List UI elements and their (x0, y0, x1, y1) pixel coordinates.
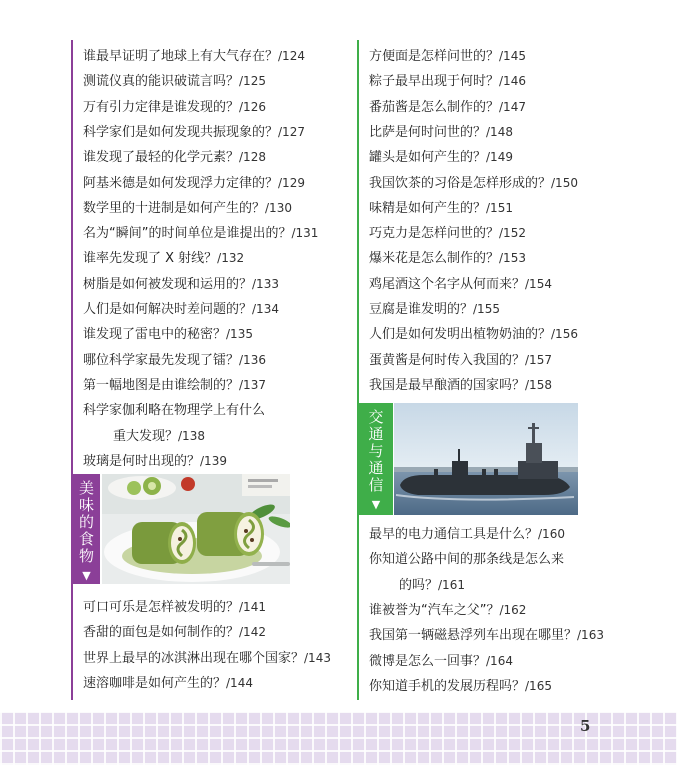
toc-entry-page: /138 (178, 428, 205, 443)
toc-entry-title: 你知道手机的发展历程吗？ (369, 678, 526, 694)
toc-entry-title: 可口可乐是怎样被发明的？ (83, 600, 240, 615)
traffic-tab-char: 通 (368, 425, 384, 443)
toc-entry (83, 250, 244, 267)
toc-entry (83, 225, 318, 242)
toc-entry-page: /127 (278, 124, 305, 139)
toc-entry-title: 微博是怎么一回事？ (369, 653, 487, 669)
toc-entry-title: 爆米花是怎么制作的？ (369, 251, 500, 267)
toc-entry (399, 577, 465, 594)
toc-entry-title: 粽子最早出现于何时？ (369, 74, 500, 90)
toc-entry (369, 526, 565, 543)
toc-entry-title: 谁被誉为“汽车之父”？ (369, 602, 500, 618)
toc-entry-title: 我国第一辆磁悬浮列车出现在哪里？ (369, 628, 578, 644)
toc-entry (369, 99, 526, 116)
toc-entry-title: 豆腐是谁发明的？ (369, 302, 474, 317)
page-number: 5 (580, 717, 591, 735)
toc-entry-title: 重大发现？ (113, 428, 179, 444)
food-tab-char: 食 (78, 530, 94, 548)
toc-entry-page: /148 (486, 124, 513, 139)
toc-entry-title: 人们是如何解决时差问题的？ (83, 302, 253, 317)
toc-entry-page: /147 (499, 99, 526, 114)
toc-entry (369, 377, 552, 394)
toc-entry (369, 326, 578, 343)
toc-entry (83, 175, 305, 192)
toc-entry-title: 谁率先发现了 X 射线？ (83, 251, 218, 267)
toc-entry-page: /137 (239, 377, 266, 392)
toc-entry-title: 速溶咖啡是如何产生的？ (83, 675, 227, 691)
toc-entry-title: 谁发现了雷电中的秘密？ (83, 327, 227, 343)
toc-entry-page: /132 (217, 251, 245, 266)
toc-entry (83, 326, 253, 343)
toc-entry (369, 200, 513, 217)
toc-entry-page: /145 (499, 49, 526, 63)
toc-entry-page: /124 (278, 49, 305, 63)
toc-entry-title: 阿基米德是如何发现浮力定律的？ (83, 175, 279, 191)
toc-entry-page: /149 (486, 150, 513, 165)
toc-entry-page: /160 (538, 527, 565, 541)
toc-entry-title: 树脂是如何被发现和运用的？ (83, 276, 253, 292)
food-tab-char: 美 (78, 479, 94, 497)
toc-entry-page: /141 (239, 600, 266, 614)
toc-entry (83, 624, 266, 641)
toc-entry-title: 香甜的面包是如何制作的？ (83, 625, 240, 641)
footer-grid-band (0, 712, 677, 765)
toc-entry (369, 48, 526, 65)
toc-entry-page: /158 (525, 377, 552, 392)
food-tab-char: 味 (78, 496, 94, 514)
toc-entry (369, 276, 552, 293)
toc-entry-page: /165 (525, 678, 552, 693)
traffic-tab-char: 信 (368, 476, 384, 494)
toc-entry-page: /129 (278, 175, 305, 190)
submarine-illustration (394, 403, 578, 515)
toc-entry (83, 124, 305, 141)
toc-entry-title: 玻璃是何时出现的？ (83, 453, 201, 469)
toc-entry-page: /161 (438, 577, 465, 592)
matcha-cake-photo (102, 474, 290, 584)
left-column-rule (71, 40, 73, 700)
toc-entry (369, 124, 513, 141)
toc-entry-title: 方便面是怎样问世的？ (369, 49, 500, 64)
toc-entry (369, 678, 552, 695)
toc-entry-page: /157 (525, 352, 552, 367)
toc-entry-title: 人们是如何发明出植物奶油的？ (369, 327, 552, 343)
toc-entry-page: /128 (239, 150, 266, 165)
toc-entry (83, 48, 305, 65)
submarine-photo (394, 403, 578, 515)
toc-entry-title: 名为“瞬间”的时间单位是谁提出的？ (83, 226, 292, 242)
toc-entry (369, 149, 513, 166)
toc-entry (83, 599, 266, 616)
toc-entry (83, 675, 253, 692)
toc-entry (83, 149, 266, 166)
toc-entry-page: /125 (239, 74, 266, 89)
toc-entry-page: /134 (252, 302, 279, 316)
toc-entry-page: /153 (499, 251, 526, 266)
toc-entry-title: 最早的电力通信工具是什么？ (369, 527, 539, 542)
toc-entry-title: 你知道公路中间的那条线是怎么来 (369, 552, 565, 568)
toc-entry-title: 哪位科学家最先发现了镭？ (83, 352, 240, 368)
toc-entry (369, 301, 500, 318)
toc-entry-title: 巧克力是怎样问世的？ (369, 226, 500, 242)
toc-entry-page: /142 (239, 625, 266, 640)
toc-entry (83, 402, 265, 419)
toc-entry-title: 世界上最早的冰淇淋出现在哪个国家？ (83, 650, 305, 666)
toc-entry-title: 万有引力定律是谁发现的？ (83, 99, 240, 115)
food-section-tab (73, 474, 100, 584)
toc-entry-page: /143 (304, 650, 331, 665)
toc-entry-page: /155 (473, 302, 500, 316)
right-column-rule (357, 40, 359, 700)
traffic-section-tab (359, 403, 393, 515)
toc-entry-page: /146 (499, 74, 526, 89)
down-triangle-icon: ▼ (371, 498, 381, 511)
down-triangle-icon: ▼ (82, 569, 91, 582)
toc-entry-page: /136 (239, 352, 266, 367)
toc-entry-page: /144 (226, 675, 253, 690)
toc-entry (369, 602, 526, 619)
toc-entry-page: /162 (499, 602, 527, 617)
traffic-tab-char: 交 (368, 408, 384, 426)
toc-entry (83, 99, 266, 116)
toc-entry-page: /151 (486, 200, 513, 215)
food-tab-char: 的 (78, 513, 94, 531)
toc-entry-title: 测谎仪真的能识破谎言吗？ (83, 74, 240, 90)
toc-entry-title: 鸡尾酒这个名字从何而来？ (369, 276, 526, 292)
toc-entry-title: 科学家们是如何发现共振现象的？ (83, 124, 279, 140)
toc-entry-page: /154 (525, 276, 552, 291)
traffic-tab-char: 通 (368, 459, 384, 477)
toc-entry-page: /150 (551, 175, 578, 190)
toc-entry (83, 73, 266, 90)
toc-entry (369, 352, 552, 369)
toc-entry (369, 627, 604, 644)
toc-entry (83, 377, 266, 394)
toc-entry-title: 谁发现了最轻的化学元素？ (83, 150, 240, 166)
toc-entry (369, 551, 564, 568)
toc-entry-page: /164 (486, 653, 513, 668)
toc-entry-page: /133 (252, 276, 279, 291)
toc-entry-page: /152 (499, 226, 526, 241)
toc-entry (369, 225, 526, 242)
toc-entry-page: /156 (551, 327, 578, 342)
toc-entry-title: 比萨是何时问世的？ (369, 124, 487, 140)
matcha-cake-illustration (102, 474, 290, 584)
toc-entry-title: 的吗？ (399, 577, 439, 593)
toc-entry-title: 番茄酱是怎么制作的？ (369, 99, 500, 115)
toc-entry (369, 653, 513, 670)
toc-entry (83, 276, 279, 293)
toc-entry (83, 352, 266, 369)
toc-entry-page: /126 (239, 99, 266, 114)
traffic-tab-char: 与 (368, 442, 384, 460)
toc-entry-title: 味精是如何产生的？ (369, 200, 487, 216)
toc-entry-title: 我国是最早酿酒的国家吗？ (369, 377, 526, 393)
toc-entry (83, 200, 292, 217)
toc-entry (369, 250, 526, 267)
toc-entry (369, 73, 526, 90)
toc-entry-page: /135 (226, 327, 253, 342)
toc-entry (83, 453, 227, 470)
food-tab-char: 物 (78, 547, 94, 565)
toc-entry (369, 175, 578, 192)
toc-entry (113, 428, 205, 445)
toc-entry-page: /163 (577, 628, 604, 643)
toc-entry-page: /130 (265, 200, 292, 215)
toc-entry-title: 蛋黄酱是何时传入我国的？ (369, 352, 526, 368)
toc-entry-title: 数学里的十进制是如何产生的？ (83, 200, 266, 216)
toc-entry-title: 第一幅地图是由谁绘制的？ (83, 377, 240, 393)
toc-entry-title: 谁最早证明了地球上有大气存在？ (83, 49, 279, 64)
toc-entry-page: /139 (200, 453, 227, 468)
toc-entry (83, 301, 279, 318)
toc-entry-title: 罐头是如何产生的？ (369, 150, 487, 166)
toc-entry-title: 我国饮茶的习俗是怎样形成的？ (369, 175, 552, 191)
toc-entry-title: 科学家伽利略在物理学上有什么 (83, 403, 266, 419)
toc-entry (83, 650, 331, 667)
toc-entry-page: /131 (291, 226, 319, 241)
